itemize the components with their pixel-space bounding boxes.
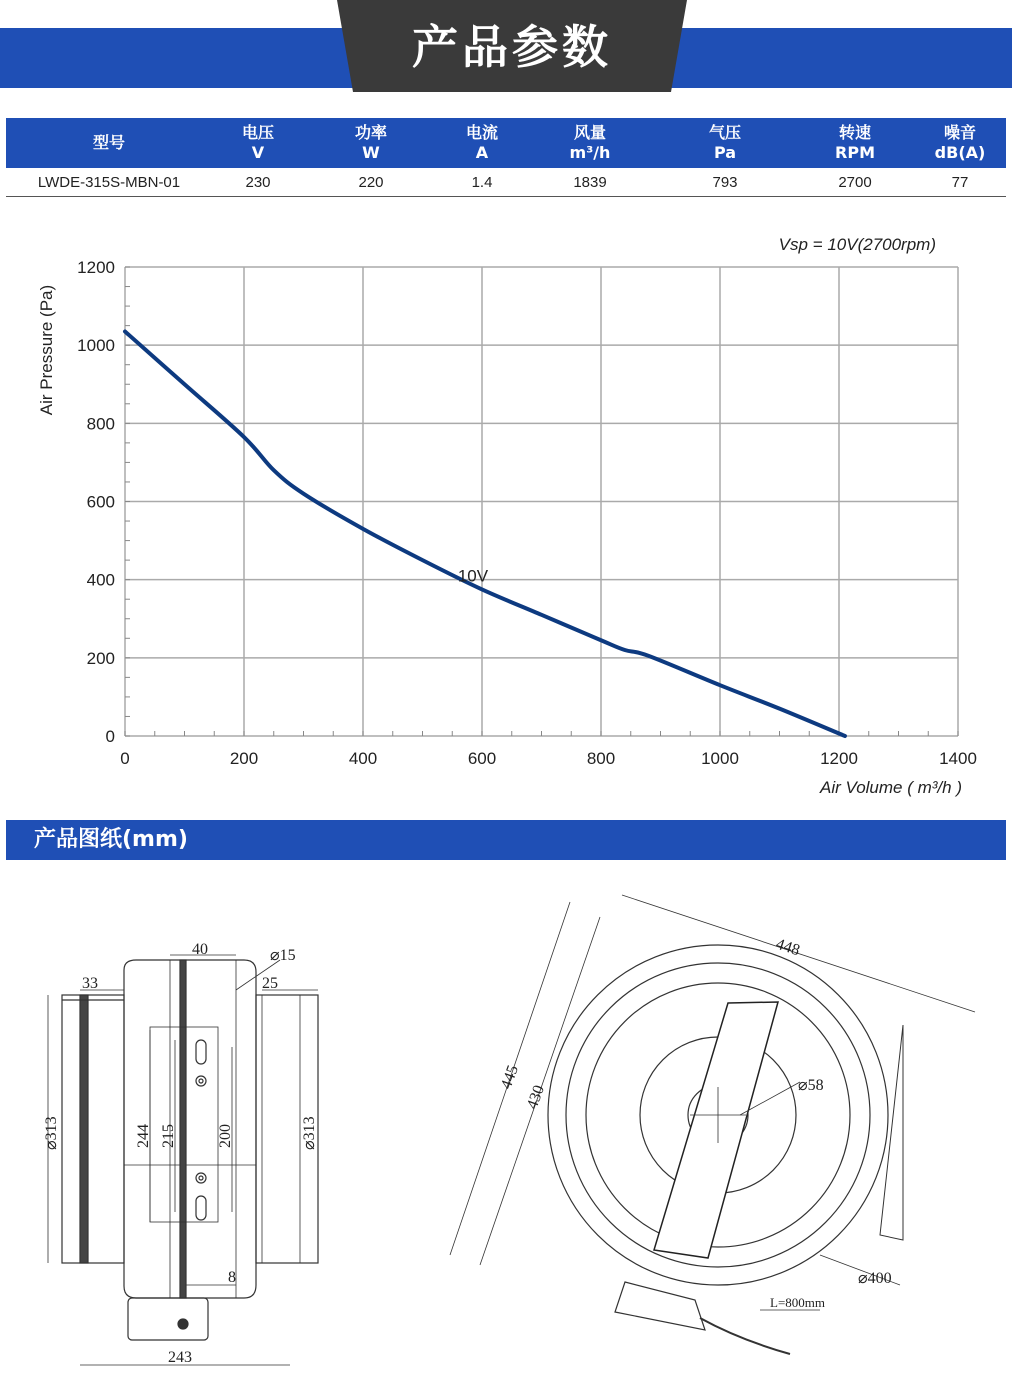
front-dim-label-5: ⌀400 [858, 1270, 892, 1287]
cell-pressure: 793 [654, 168, 796, 197]
front-dim-label-6: L=800mm [770, 1295, 825, 1310]
cell-airflow: 1839 [526, 168, 654, 197]
y-tick-label: 400 [86, 570, 115, 590]
y-tick-label: 1000 [77, 336, 115, 356]
col-header-pressure: 气压 Pa [654, 118, 796, 168]
y-axis-label: Air Pressure (Pa) [37, 284, 56, 416]
side-dim-label-8: 200 [217, 1124, 234, 1148]
side-dim-label-9: ⌀313 [301, 1116, 318, 1150]
x-tick-label: 1400 [939, 749, 977, 768]
side-dim-label-6: 244 [135, 1124, 152, 1148]
col-header-power: 功率 W [304, 118, 438, 168]
cell-voltage: 230 [212, 168, 304, 197]
y-tick-label: 200 [86, 648, 115, 668]
series-annotation: 10V [457, 566, 489, 586]
cell-model: LWDE-315S-MBN-01 [6, 168, 212, 197]
front-dim-label-2: 445 [497, 1063, 522, 1092]
cell-speed: 2700 [796, 168, 914, 197]
x-tick-label: 800 [586, 749, 616, 768]
side-dim-label-1: 40 [192, 941, 208, 958]
col-header-current: 电流 A [438, 118, 526, 168]
chart-title: Vsp = 10V(2700rpm) [778, 235, 936, 254]
front-dim-label-4: ⌀58 [798, 1077, 824, 1094]
x-tick-label: 600 [467, 749, 497, 768]
x-tick-label: 0 [120, 749, 130, 768]
side-dim-label-2: ⌀15 [270, 947, 296, 964]
x-tick-label: 1200 [820, 749, 858, 768]
cell-current: 1.4 [438, 168, 526, 197]
x-axis-label: Air Volume ( m³/h ) [819, 778, 962, 797]
y-tick-label: 1200 [77, 258, 115, 277]
side-dim-label-10: 8 [228, 1269, 236, 1286]
drawing-section-title: 产品图纸(mm) [34, 827, 188, 852]
x-tick-label: 400 [348, 749, 378, 768]
side-dim-label-11: 243 [168, 1349, 192, 1366]
drawing-section-bar [6, 820, 1006, 860]
chart-series [125, 331, 845, 736]
col-header-airflow: 风量 m³/h [526, 118, 654, 168]
col-header-voltage: 电压 V [212, 118, 304, 168]
front-dim-label-1: 448 [773, 935, 802, 960]
x-tick-label: 1000 [701, 749, 739, 768]
side-dim-label-7: 215 [160, 1124, 177, 1148]
chart-grid [125, 267, 958, 736]
col-header-speed: 转速 RPM [796, 118, 914, 168]
y-tick-label: 600 [86, 492, 115, 512]
series-line-10V [125, 331, 845, 736]
y-tick-label: 0 [105, 727, 115, 746]
x-tick-label: 200 [229, 749, 259, 768]
page-title: 产品参数 [412, 20, 612, 74]
side-dim-label-5: ⌀313 [43, 1116, 60, 1150]
cell-noise: 77 [914, 168, 1006, 197]
front-dim-label-3: 430 [523, 1083, 548, 1112]
cell-power: 220 [304, 168, 438, 197]
side-dim-label-3: 33 [82, 975, 98, 992]
y-tick-label: 800 [86, 414, 115, 434]
side-dim-label-4: 25 [262, 975, 278, 992]
chart-tick-labels [77, 258, 977, 768]
col-header-noise: 噪音 dB(A) [914, 118, 1006, 168]
col-header-model: 型号 [6, 118, 212, 168]
